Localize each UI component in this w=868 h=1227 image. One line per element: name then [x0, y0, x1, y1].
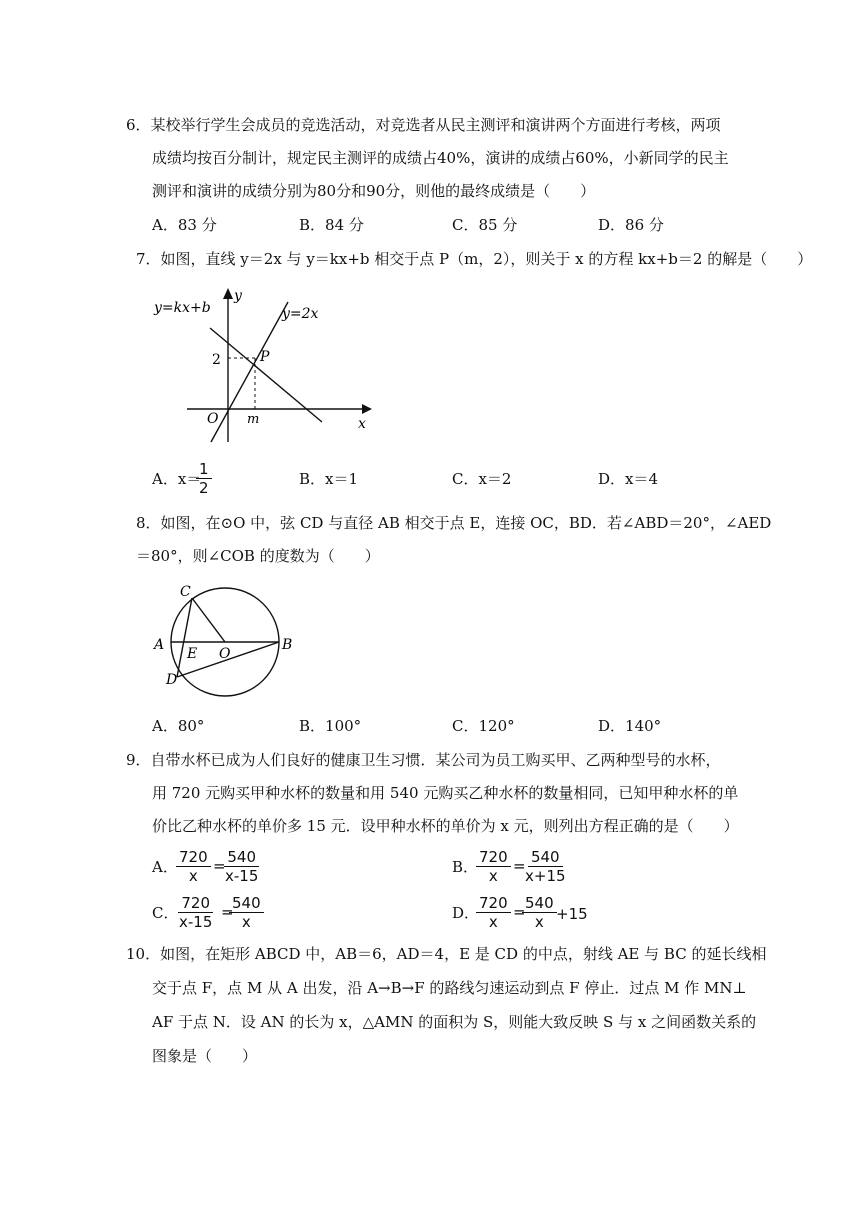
- q6-option-b[interactable]: B．84 分: [299, 216, 364, 234]
- label-line-2x: y=2x: [282, 306, 319, 322]
- label-d: D: [166, 672, 178, 688]
- label-x-axis: x: [358, 416, 366, 432]
- fraction-denominator: x-15: [179, 913, 213, 931]
- q9-option-a-frac-left: [176, 848, 211, 885]
- fraction-numerator: 720: [178, 894, 213, 913]
- q7-option-c[interactable]: C．x＝2: [452, 470, 512, 488]
- fraction-denominator: x: [488, 913, 498, 931]
- label-origin: O: [207, 411, 219, 427]
- label-point-p: P: [260, 349, 270, 365]
- q9-option-a-frac-right: [222, 848, 261, 885]
- q7-option-a-prefix[interactable]: A．x＝: [152, 470, 202, 488]
- label-line-kx-b: y=kx+b: [154, 300, 211, 316]
- q8-line-2: ＝80°，则∠COB 的度数为（ ）: [136, 547, 380, 565]
- fraction-denominator: x: [241, 913, 251, 931]
- q9-option-d-frac-left: [476, 894, 511, 931]
- q7-option-d[interactable]: D．x＝4: [598, 470, 659, 488]
- label-x-tick-m: m: [247, 412, 260, 427]
- q9-option-c-equals: =: [221, 903, 234, 921]
- q9-line-3: 价比乙种水杯的单价多 15 元．设甲种水杯的单价为 x 元，则列出方程正确的是（ ）: [152, 817, 739, 835]
- fraction-numerator: 540: [522, 894, 557, 913]
- q6-line-3: 测评和演讲的成绩分别为80分和90分，则他的最终成绩是（ ）: [152, 182, 596, 200]
- q9-option-d-label[interactable]: D．: [452, 904, 480, 922]
- q9-line-2: 用 720 元购买甲种水杯的数量和用 540 元购买乙种水杯的数量相同，已知甲种水杯的单: [152, 784, 739, 802]
- q7-figure: [150, 282, 380, 447]
- y-axis-arrow: [223, 288, 233, 299]
- fraction-numerator: 540: [229, 894, 264, 913]
- q10-line-1: 10．如图，在矩形 ABCD 中，AB＝6，AD＝4，E 是 CD 的中点，射线 AE 与 BC 的延长线相: [126, 945, 767, 963]
- q8-option-b[interactable]: B．100°: [299, 717, 362, 735]
- q9-option-d-frac-right: [522, 894, 557, 931]
- q9-option-c-frac-right: [229, 894, 264, 931]
- q9-option-c-frac-left: [176, 894, 215, 931]
- q9-line-1: 9．自带水杯已成为人们良好的健康卫生习惯．某公司为员工购买甲、乙两种型号的水杯，: [126, 751, 721, 769]
- q6-line-1: 6．某校举行学生会成员的竞选活动，对竞选者从民主测评和演讲两个方面进行考核，两项: [126, 116, 721, 134]
- fraction-denominator: x: [488, 867, 498, 885]
- q7-option-a-fraction: [196, 460, 212, 497]
- label-b: B: [282, 637, 293, 653]
- label-y-axis: y: [234, 288, 242, 304]
- q6-line-2: 成绩均按百分制计，规定民主测评的成绩占40%，演讲的成绩占60%，小新同学的民主: [152, 149, 729, 167]
- fraction-numerator: 720: [476, 894, 511, 913]
- label-o: O: [219, 646, 231, 662]
- fraction-denominator: x: [188, 867, 198, 885]
- fraction-numerator: 540: [528, 848, 563, 867]
- q8-line-1: 8．如图，在⊙O 中，弦 CD 与直径 AB 相交于点 E，连接 OC，BD．若∠ABD＝20°，∠AED: [136, 514, 772, 532]
- q9-option-b-equals: =: [513, 857, 526, 875]
- q9-option-d-tail: +15: [556, 905, 588, 923]
- q8-option-a[interactable]: A．80°: [152, 717, 205, 735]
- q10-line-4: 图象是（ ）: [152, 1047, 258, 1065]
- label-e: E: [187, 646, 198, 662]
- q8-figure: [150, 578, 300, 700]
- label-y-tick-2: 2: [212, 352, 221, 368]
- q9-option-c-label[interactable]: C．: [152, 904, 179, 922]
- fraction-numerator: 1: [196, 460, 212, 479]
- fraction-numerator: 720: [176, 848, 211, 867]
- fraction-numerator: 540: [224, 848, 259, 867]
- fraction-denominator: x-15: [225, 867, 259, 885]
- q9-option-b-frac-right: [522, 848, 569, 885]
- q6-option-a[interactable]: A．83 分: [152, 216, 217, 234]
- segment-oc: [192, 598, 225, 642]
- q9-option-b-label[interactable]: B．: [452, 858, 479, 876]
- q7-line-1: 7．如图，直线 y＝2x 与 y＝kx+b 相交于点 P（m，2），则关于 x 的方程 kx+b＝2 的解是（ ）: [136, 250, 813, 268]
- fraction-denominator: x: [534, 913, 544, 931]
- label-c: C: [180, 584, 191, 600]
- q9-option-b-frac-left: [476, 848, 511, 885]
- q10-line-3: AF 于点 N．设 AN 的长为 x，△AMN 的面积为 S，则能大致反映 S 与 x 之间函数关系的: [152, 1013, 757, 1031]
- fraction-numerator: 720: [476, 848, 511, 867]
- x-axis-arrow: [362, 404, 372, 414]
- q9-option-a-label[interactable]: A．: [152, 858, 178, 876]
- q10-line-2: 交于点 F，点 M 从 A 出发，沿 A→B→F 的路线匀速运动到点 F 停止．过点 M 作 MN⊥: [152, 979, 747, 997]
- label-a: A: [154, 637, 165, 653]
- q9-option-d-equals: =: [513, 903, 526, 921]
- q6-option-d[interactable]: D．86 分: [598, 216, 664, 234]
- fraction-denominator: x+15: [525, 867, 566, 885]
- q7-option-b[interactable]: B．x＝1: [299, 470, 359, 488]
- q6-option-c[interactable]: C．85 分: [452, 216, 518, 234]
- q9-option-a-equals: =: [213, 857, 226, 875]
- chord-cd: [177, 598, 192, 677]
- q8-option-d[interactable]: D．140°: [598, 717, 662, 735]
- q8-option-c[interactable]: C．120°: [452, 717, 515, 735]
- fraction-denominator: 2: [199, 479, 209, 497]
